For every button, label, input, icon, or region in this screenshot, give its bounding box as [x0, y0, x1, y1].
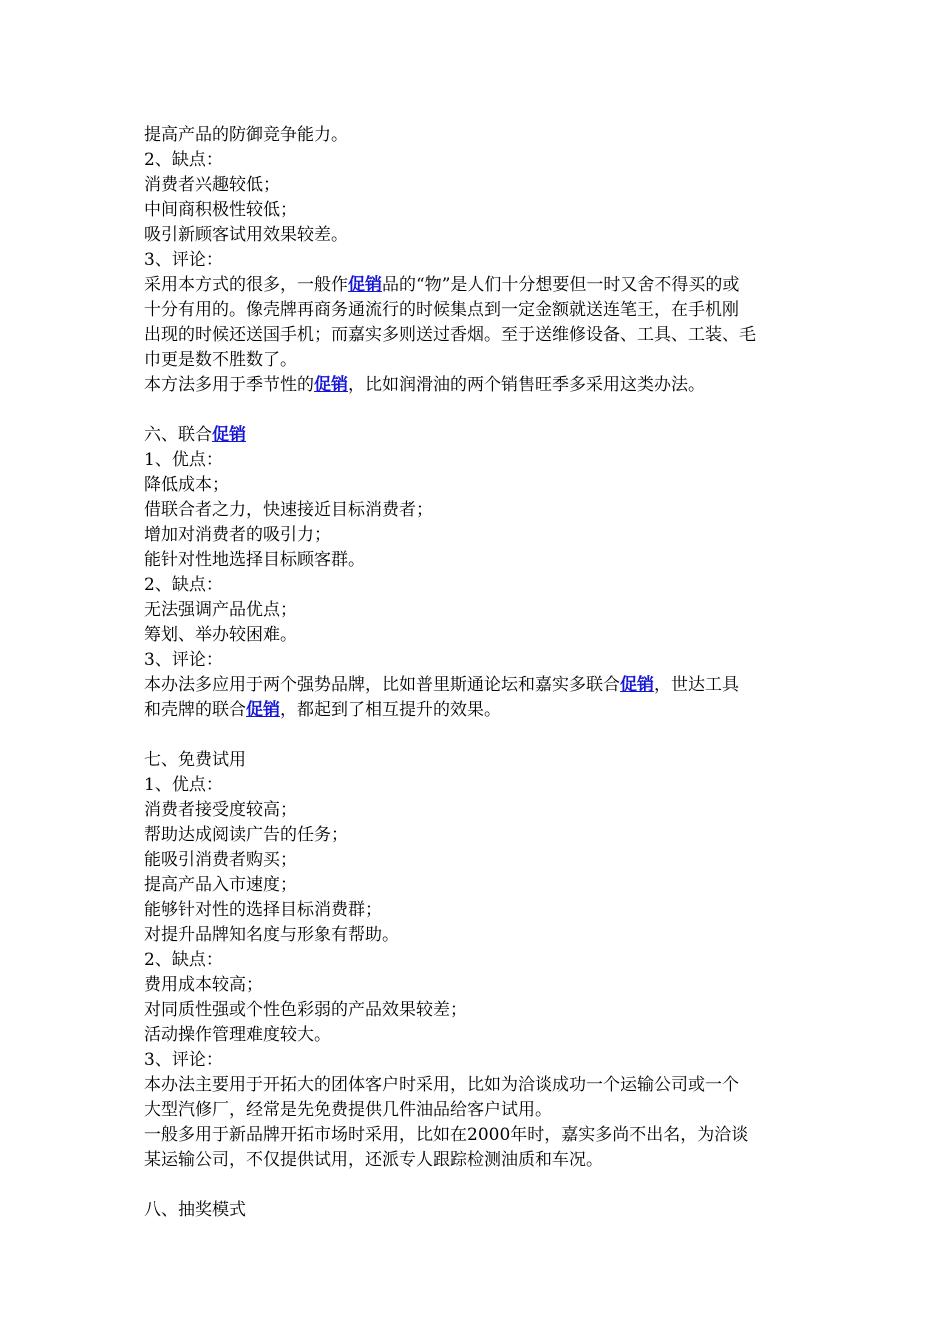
text-line [144, 1048, 814, 1073]
text-segment: 提高产品的防御竞争能力。 [144, 125, 348, 145]
text-line [144, 1123, 814, 1148]
text-segment: 八、抽奖模式 [144, 1200, 246, 1220]
text-line [144, 348, 814, 373]
text-segment: 大型汽修厂，经常是先免费提供几件油品给客户试用。 [144, 1100, 552, 1120]
text-segment: 借联合者之力，快速接近目标消费者； [144, 500, 433, 520]
text-segment: 无法强调产品优点； [144, 600, 297, 620]
text-line [144, 523, 814, 548]
text-line [144, 773, 814, 798]
text-line [144, 648, 814, 673]
text-segment: 费用成本较高； [144, 975, 263, 995]
text-segment: 活动操作管理难度较大。 [144, 1025, 331, 1045]
text-segment: 2、缺点： [144, 150, 223, 170]
text-line [144, 198, 814, 223]
text-line [144, 423, 814, 448]
text-segment: 采用本方式的很多，一般作 [144, 275, 348, 295]
text-line [144, 573, 814, 598]
text-line [144, 448, 814, 473]
text-segment: ，比如润滑油的两个销售旺季多采用这类办法。 [348, 375, 705, 395]
promotion-link[interactable]: 促销 [348, 275, 382, 295]
text-line [144, 898, 814, 923]
promotion-link[interactable]: 促销 [620, 675, 654, 695]
text-line [144, 998, 814, 1023]
text-segment: 1、优点： [144, 450, 223, 470]
text-segment: 本办法主要用于开拓大的团体客户时采用，比如为洽谈成功一个运输公司或一个 [144, 1075, 739, 1095]
text-segment: 对提升品牌知名度与形象有帮助。 [144, 925, 399, 945]
promotion-link[interactable]: 促销 [314, 375, 348, 395]
promotion-link[interactable]: 促销 [246, 700, 280, 720]
text-segment: 3、评论： [144, 250, 223, 270]
text-line [144, 948, 814, 973]
text-segment: 降低成本； [144, 475, 229, 495]
text-segment: 本办法多应用于两个强势品牌，比如普里斯通论坛和嘉实多联合 [144, 675, 620, 695]
text-line [144, 673, 814, 698]
text-line [144, 1023, 814, 1048]
text-segment: 六、联合 [144, 425, 212, 445]
text-segment: 一般多用于新品牌开拓市场时采用，比如在2000年时，嘉实多尚不出名，为洽谈 [144, 1125, 749, 1145]
text-line [144, 1198, 814, 1223]
text-segment: 十分有用的。像壳牌再商务通流行的时候集点到一定金额就送连笔王，在手机刚 [144, 300, 739, 320]
text-segment: 提高产品入市速度； [144, 875, 297, 895]
text-segment: 2、缺点： [144, 575, 223, 595]
text-line [144, 1148, 814, 1173]
text-segment: 能够针对性的选择目标消费群； [144, 900, 382, 920]
text-line [144, 373, 814, 398]
text-line [144, 223, 814, 248]
text-line [144, 698, 814, 723]
document-body [144, 123, 814, 1223]
text-line [144, 1098, 814, 1123]
text-line [144, 1073, 814, 1098]
text-segment: 2、缺点： [144, 950, 223, 970]
text-segment: 3、评论： [144, 1050, 223, 1070]
text-line [144, 123, 814, 148]
text-line [144, 248, 814, 273]
text-line [144, 273, 814, 298]
text-segment: 1、优点： [144, 775, 223, 795]
text-line [144, 923, 814, 948]
text-segment: ，都起到了相互提升的效果。 [280, 700, 501, 720]
text-segment: 中间商积极性较低； [144, 200, 297, 220]
text-segment: 增加对消费者的吸引力； [144, 525, 331, 545]
paragraph-gap [144, 723, 814, 748]
text-line [144, 498, 814, 523]
text-line [144, 798, 814, 823]
text-segment: 巾更是数不胜数了。 [144, 350, 297, 370]
text-line [144, 848, 814, 873]
text-line [144, 298, 814, 323]
text-segment: 本方法多用于季节性的 [144, 375, 314, 395]
text-line [144, 173, 814, 198]
text-line [144, 748, 814, 773]
text-segment: 七、免费试用 [144, 750, 246, 770]
text-segment: 能吸引消费者购买； [144, 850, 297, 870]
text-segment: 3、评论： [144, 650, 223, 670]
text-segment: 吸引新顾客试用效果较差。 [144, 225, 348, 245]
text-segment: 筹划、举办较困难。 [144, 625, 297, 645]
text-line [144, 323, 814, 348]
text-line [144, 148, 814, 173]
text-segment: 消费者兴趣较低； [144, 175, 280, 195]
text-line [144, 973, 814, 998]
paragraph-gap [144, 398, 814, 423]
paragraph-gap [144, 1173, 814, 1198]
text-segment: 和壳牌的联合 [144, 700, 246, 720]
text-segment: ，世达工具 [654, 675, 739, 695]
text-segment: 对同质性强或个性色彩弱的产品效果较差； [144, 1000, 467, 1020]
text-segment: 品的“物”是人们十分想要但一时又舍不得买的或 [382, 275, 740, 295]
text-segment: 帮助达成阅读广告的任务； [144, 825, 348, 845]
text-segment: 出现的时候还送国手机；而嘉实多则送过香烟。至于送维修设备、工具、工装、毛 [144, 325, 756, 345]
text-segment: 某运输公司，不仅提供试用，还派专人跟踪检测油质和车况。 [144, 1150, 603, 1170]
text-line [144, 548, 814, 573]
text-line [144, 598, 814, 623]
text-line [144, 623, 814, 648]
text-line [144, 873, 814, 898]
text-line [144, 823, 814, 848]
text-segment: 能针对性地选择目标顾客群。 [144, 550, 365, 570]
text-line [144, 473, 814, 498]
promotion-link[interactable]: 促销 [212, 425, 246, 445]
text-segment: 消费者接受度较高； [144, 800, 297, 820]
